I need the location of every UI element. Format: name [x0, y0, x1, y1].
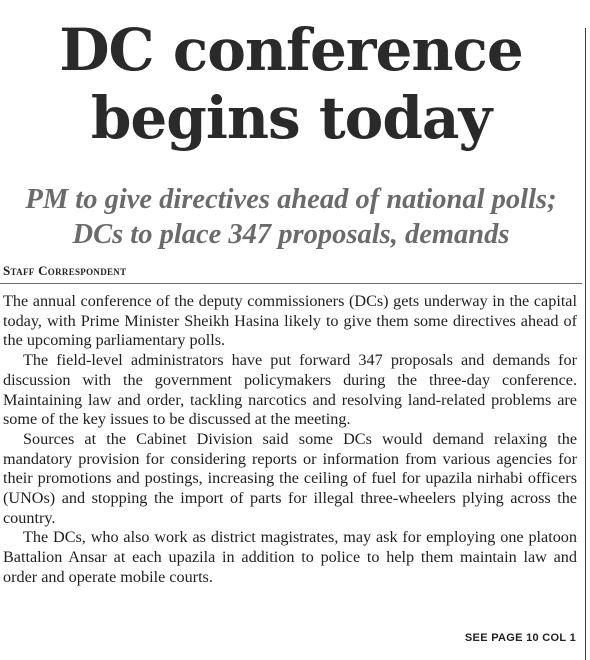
headline	[0, 16, 582, 152]
article-body	[3, 292, 577, 588]
byline-divider	[0, 283, 582, 284]
headline-line-1: DC conference	[59, 16, 523, 84]
headline-line-2: begins today	[90, 84, 492, 152]
byline: Staff Correspondent	[3, 263, 127, 278]
continued-on-reference: SEE PAGE 10 COL 1	[464, 632, 576, 644]
paragraph-1: The annual conference of the deputy commissioners (DCs) gets underway in the capital today, with Prime Minister Sheikh Hasina likely to give them some directives ahead of the upcoming parliamentary polls.	[3, 292, 577, 350]
subheadline-line-1: PM to give directives ahead of national polls;	[25, 184, 557, 215]
subheadline-line-2: DCs to place 347 proposals, demands	[72, 219, 510, 250]
column-divider	[585, 28, 586, 660]
paragraph-4: The DCs, who also work as district magistrates, may ask for employing one platoon Battalion Ansar at each upazila in addition to police to help them maintain law and order and operate mobile courts.	[3, 528, 577, 586]
paragraph-3: Sources at the Cabinet Division said some DCs would demand relaxing the mandatory provision for considering reports or information from various agencies for their promotions and postings, increasing the ceiling of fuel for upazila nirhabi officers (UNOs) and stopping the import of parts for illegal three-wheelers plying across the country.	[3, 429, 577, 527]
paragraph-2: The field-level administrators have put forward 347 proposals and demands for discussion with the government policymakers during the three-day conference. Maintaining law and order, tackling narcotics and resolving land-related problems are some of the key issues to be discussed at the meeting.	[3, 351, 577, 429]
subheadline	[0, 182, 582, 252]
